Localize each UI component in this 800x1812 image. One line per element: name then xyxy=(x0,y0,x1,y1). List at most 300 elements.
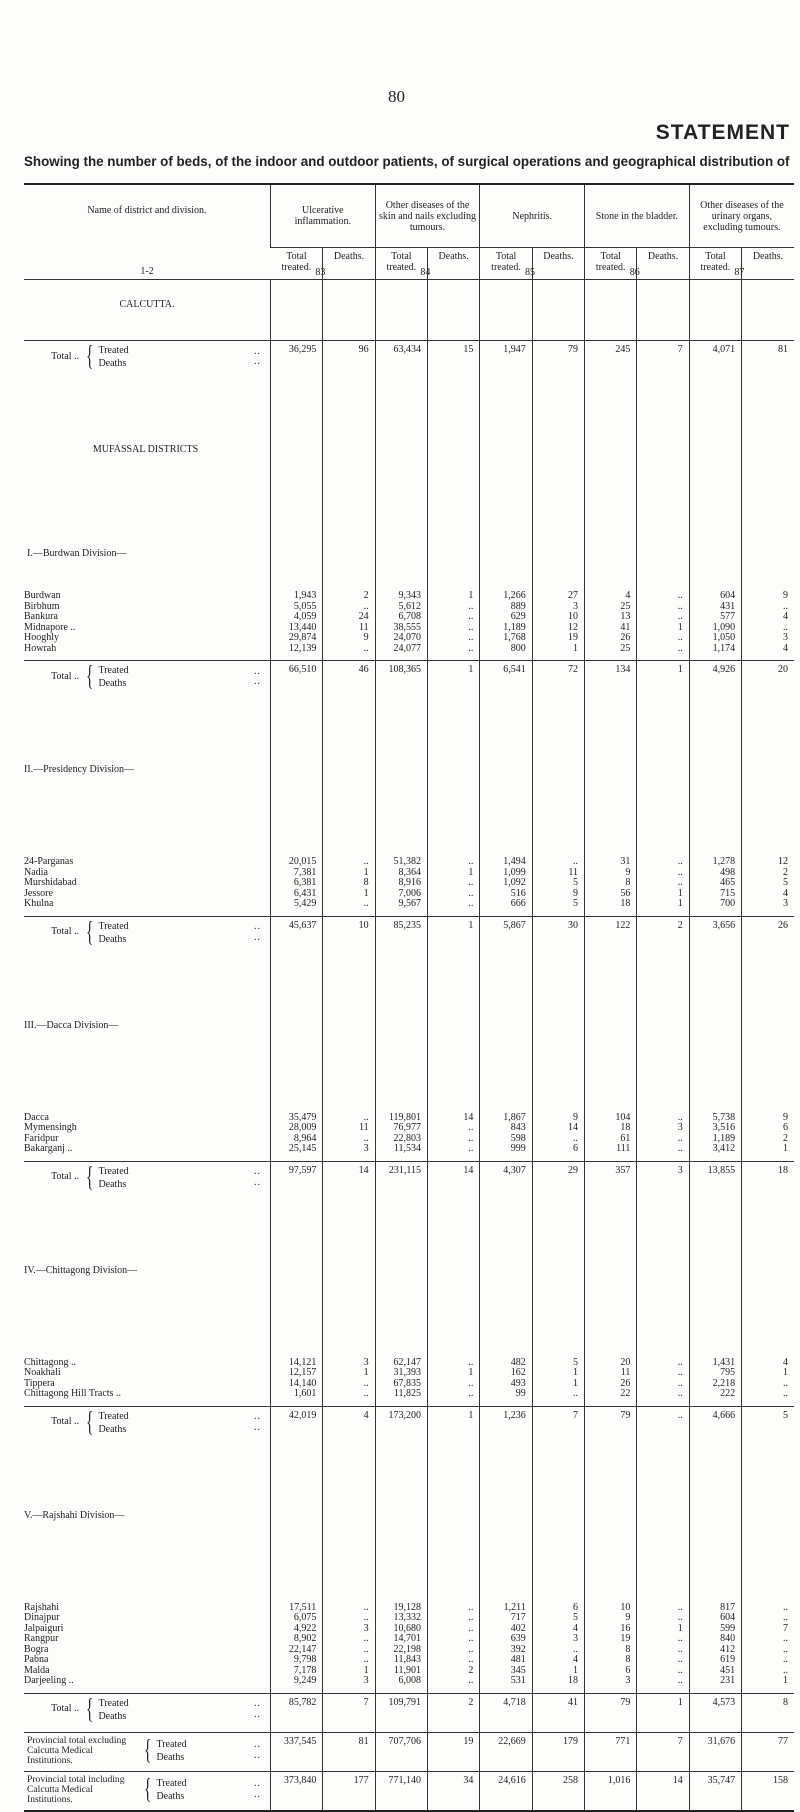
district-values: 20 11 26 22 xyxy=(585,1352,637,1407)
total-value: 134 xyxy=(585,661,637,700)
total-word: Total .. xyxy=(51,350,79,362)
total-value: 77 xyxy=(742,1732,794,1771)
district-values: 6 5 4 3 .. 4 1 18 xyxy=(532,1597,584,1694)
empty-cell xyxy=(585,531,637,585)
district-values: 119,801 76,977 22,803 11,534 xyxy=(375,1107,427,1162)
total-value: 5,867 xyxy=(480,916,532,955)
treated-deaths-pair xyxy=(98,664,128,690)
total-value: 96 xyxy=(323,341,375,380)
district-values: 35,479 28,009 8,964 25,145 xyxy=(270,1107,322,1162)
total-value: 1,016 xyxy=(585,1771,637,1811)
total-value: 29 xyxy=(532,1161,584,1200)
empty-cell xyxy=(742,699,794,851)
district-values: 1,266 889 629 1,189 1,768 800 xyxy=(480,585,532,661)
total-value: 14 xyxy=(637,1771,689,1811)
total-value: 36,295 xyxy=(270,341,322,380)
district-column-header: Name of district and division. 1-2 xyxy=(24,184,270,280)
treated-deaths-pair xyxy=(156,1777,186,1803)
division-title: I.—Burdwan Division— xyxy=(27,548,127,559)
total-label xyxy=(27,1736,267,1766)
empty-cell xyxy=(532,379,584,531)
empty-cell xyxy=(323,280,375,341)
total-value: 63,434 xyxy=(375,341,427,380)
division-title: III.—Dacca Division— xyxy=(24,1019,119,1031)
total-value: 24,616 xyxy=(480,1771,532,1811)
total-value: 771,140 xyxy=(375,1771,427,1811)
division-heading-row xyxy=(24,1200,794,1352)
empty-cell xyxy=(323,699,375,851)
deaths-label: Deaths xyxy=(98,1710,127,1722)
brace-glyph: { xyxy=(86,916,94,948)
district-rows xyxy=(24,1107,794,1162)
total-value: 1 xyxy=(637,1693,689,1732)
empty-cell xyxy=(428,955,480,1107)
empty-cell xyxy=(323,379,375,531)
total-word: Total .. xyxy=(51,926,79,938)
district-values: 9 14 .. 6 xyxy=(532,1107,584,1162)
total-label-cell xyxy=(24,1693,270,1732)
total-value: 357 xyxy=(585,1161,637,1200)
empty-cell xyxy=(532,280,584,341)
district-values: 9 .. 4 .. 3 4 xyxy=(742,585,794,661)
district-values: 817 604 599 840 412 619 451 231 xyxy=(689,1597,741,1694)
brace-glyph: { xyxy=(86,1161,94,1193)
total-value: 7 xyxy=(323,1693,375,1732)
empty-cell xyxy=(270,1445,322,1597)
empty-cell xyxy=(637,280,689,341)
district-values: .. .. 7 .. .. .. .. 1 xyxy=(742,1597,794,1694)
empty-cell xyxy=(428,1200,480,1352)
total-word: Total .. xyxy=(51,1416,79,1428)
empty-cell xyxy=(480,280,532,341)
deaths-label: Deaths xyxy=(98,1178,127,1190)
total-value: 5 xyxy=(742,1406,794,1445)
district-values: 20,015 7,381 6,381 6,431 5,429 xyxy=(270,851,322,916)
brace-glyph: { xyxy=(144,1774,152,1805)
total-value: 707,706 xyxy=(375,1732,427,1771)
empty-cell xyxy=(585,379,637,531)
total-label xyxy=(27,1775,267,1805)
empty-cell xyxy=(480,379,532,531)
header-urinary-organs: Other diseases of the urinary organs, excluding tumours. xyxy=(689,184,794,248)
total-value: 1 xyxy=(428,1406,480,1445)
total-value: 4 xyxy=(323,1406,375,1445)
empty-cell xyxy=(585,1200,637,1352)
empty-cell xyxy=(637,379,689,531)
division-total-row xyxy=(24,1406,794,1445)
empty-cell xyxy=(323,531,375,585)
leader-dots: .. .. xyxy=(253,345,261,367)
total-value: 79 xyxy=(532,341,584,380)
treated-deaths-pair xyxy=(98,344,128,370)
total-value: 10 xyxy=(323,916,375,955)
empty-cell xyxy=(323,955,375,1107)
leader-dots: .. .. xyxy=(253,1778,261,1800)
subheader-total-treated: Total treated. 84 xyxy=(375,248,427,280)
district-names: 24-Parganas Nadia Murshidabad Jessore Khulna xyxy=(24,856,77,909)
treated-label: Treated xyxy=(156,1777,187,1789)
total-value: 6,541 xyxy=(480,661,532,700)
subheader-deaths: Deaths. xyxy=(532,248,584,280)
total-label-cell xyxy=(24,1732,270,1771)
division-total-row xyxy=(24,1161,794,1200)
district-values: 1,431 795 2,218 222 xyxy=(689,1352,741,1407)
total-label xyxy=(27,1406,267,1438)
total-value: 2 xyxy=(428,1693,480,1732)
total-value: 20 xyxy=(742,661,794,700)
subheader-deaths: Deaths. xyxy=(428,248,480,280)
total-value: 13,855 xyxy=(689,1161,741,1200)
total-value: 7 xyxy=(637,1732,689,1771)
brace-glyph: { xyxy=(86,661,94,693)
total-word: Provincial total including Calcutta Medical Institutions. xyxy=(27,1773,125,1805)
page-number: 80 xyxy=(388,87,405,106)
total-value: 22,669 xyxy=(480,1732,532,1771)
total-value: 109,791 xyxy=(375,1693,427,1732)
total-value: 81 xyxy=(742,341,794,380)
empty-cell xyxy=(742,280,794,341)
total-label-cell xyxy=(24,1771,270,1811)
district-values: 1,211 717 402 639 392 481 345 531 xyxy=(480,1597,532,1694)
deaths-label: Deaths xyxy=(98,1423,127,1435)
district-values: 1,867 843 598 999 xyxy=(480,1107,532,1162)
empty-cell xyxy=(375,1200,427,1352)
treated-label: Treated xyxy=(98,1410,129,1422)
district-values: .. 1 .. .. .. xyxy=(428,851,480,916)
district-values: .. 1 8 1 .. xyxy=(323,851,375,916)
district-values: .. .. .. .. .. .. 2 .. xyxy=(428,1597,480,1694)
district-values: .. 1 .. .. xyxy=(428,1352,480,1407)
division-heading-row xyxy=(24,699,794,851)
statistics-table xyxy=(24,183,794,1812)
total-value: 4,071 xyxy=(689,341,741,380)
division-title: II.—Presidency Division— xyxy=(24,764,134,775)
total-value: 79 xyxy=(585,1406,637,1445)
district-values: .. 11 5 9 5 xyxy=(532,851,584,916)
total-value: .. xyxy=(637,1406,689,1445)
empty-cell xyxy=(480,955,532,1107)
total-value: 4,926 xyxy=(689,661,741,700)
district-values: 482 162 493 99 xyxy=(480,1352,532,1407)
total-value: 1,236 xyxy=(480,1406,532,1445)
empty-cell xyxy=(742,379,794,531)
treated-deaths-pair xyxy=(156,1738,186,1764)
header-nephritis: Nephritis. xyxy=(480,184,585,248)
calcutta-heading-row xyxy=(24,280,794,341)
empty-cell xyxy=(375,1445,427,1597)
empty-cell xyxy=(585,699,637,851)
empty-cell xyxy=(585,1445,637,1597)
total-label-cell xyxy=(24,1161,270,1200)
empty-cell xyxy=(689,1200,741,1352)
leader-dots: .. .. xyxy=(253,665,261,687)
subheader-deaths: Deaths. xyxy=(637,248,689,280)
subheader-deaths: Deaths. xyxy=(323,248,375,280)
empty-cell xyxy=(637,531,689,585)
total-value: 46 xyxy=(323,661,375,700)
mufassal-heading-row xyxy=(24,379,794,531)
empty-cell xyxy=(637,955,689,1107)
header-stone-bladder: Stone in the bladder. xyxy=(585,184,690,248)
district-values: 3 1 .. .. xyxy=(323,1352,375,1407)
total-value: 97,597 xyxy=(270,1161,322,1200)
treated-deaths-pair xyxy=(98,920,128,946)
district-values: 17,511 6,075 4,922 8,902 22,147 9,798 7,178 9,249 xyxy=(270,1597,322,1694)
district-values: 1,943 5,055 4,059 13,440 29,874 12,139 xyxy=(270,585,322,661)
empty-cell xyxy=(532,1445,584,1597)
total-label-cell xyxy=(24,341,270,380)
total-value: 35,747 xyxy=(689,1771,741,1811)
total-value: 258 xyxy=(532,1771,584,1811)
total-label xyxy=(27,1693,267,1725)
district-rows xyxy=(24,1597,794,1694)
total-value: 26 xyxy=(742,916,794,955)
total-value: 8 xyxy=(742,1693,794,1732)
district-values: 2 .. 24 11 9 .. xyxy=(323,585,375,661)
empty-cell xyxy=(375,531,427,585)
section-title: MUFASSAL DISTRICTS xyxy=(92,444,199,455)
district-values: .. .. .. .. xyxy=(637,1352,689,1407)
brace-glyph: { xyxy=(144,1735,152,1766)
treated-deaths-pair xyxy=(98,1410,128,1436)
empty-cell xyxy=(270,379,322,531)
calcutta-total-row xyxy=(24,341,794,380)
total-value: 373,840 xyxy=(270,1771,322,1811)
total-value: 231,115 xyxy=(375,1161,427,1200)
empty-cell xyxy=(428,379,480,531)
total-value: 3,656 xyxy=(689,916,741,955)
empty-cell xyxy=(270,531,322,585)
empty-cell xyxy=(532,699,584,851)
brace-glyph: { xyxy=(86,1693,94,1725)
leader-dots: .. .. xyxy=(253,1166,261,1188)
total-value: 4,573 xyxy=(689,1693,741,1732)
empty-cell xyxy=(323,1445,375,1597)
district-rows xyxy=(24,1352,794,1407)
district-values: 12 2 5 4 3 xyxy=(742,851,794,916)
district-values: .. .. .. 1 .. .. xyxy=(637,585,689,661)
district-values: 31 9 8 56 18 xyxy=(585,851,637,916)
division-heading-row xyxy=(24,1445,794,1597)
subheader-total-treated: Total treated. 85 xyxy=(480,248,532,280)
empty-cell xyxy=(480,1445,532,1597)
total-value: 42,019 xyxy=(270,1406,322,1445)
total-value: 245 xyxy=(585,341,637,380)
leader-dots: .. .. xyxy=(253,1698,261,1720)
empty-cell xyxy=(689,531,741,585)
total-value: 771 xyxy=(585,1732,637,1771)
empty-cell xyxy=(637,699,689,851)
total-word: Total .. xyxy=(51,670,79,682)
empty-cell xyxy=(742,531,794,585)
division-total-row xyxy=(24,661,794,700)
division-total-row xyxy=(24,1693,794,1732)
total-value: 41 xyxy=(532,1693,584,1732)
division-title: V.—Rajshahi Division— xyxy=(24,1509,125,1521)
district-values: 1 .. .. .. .. .. xyxy=(428,585,480,661)
empty-cell xyxy=(585,280,637,341)
total-value: 85,235 xyxy=(375,916,427,955)
total-label-cell xyxy=(24,661,270,700)
subheader-total-treated: Total treated. 87 xyxy=(689,248,741,280)
empty-cell xyxy=(742,1200,794,1352)
district-names: Dacca Mymensingh Faridpur Bakarganj .. xyxy=(24,1111,77,1154)
total-value: 3 xyxy=(637,1161,689,1200)
treated-label: Treated xyxy=(98,665,129,676)
header-skin-diseases: Other diseases of the skin and nails excluding tumours. xyxy=(375,184,480,248)
statement-subheading: Showing the number of beds, of the indoor and outdoor patients, of surgical operations and geographical distribution of xyxy=(24,154,790,169)
total-label-cell xyxy=(24,1406,270,1445)
district-values: .. 3 .. .. xyxy=(637,1107,689,1162)
empty-cell xyxy=(689,699,741,851)
district-values: 27 3 10 12 19 1 xyxy=(532,585,584,661)
treated-deaths-pair xyxy=(98,1697,128,1723)
district-values: 9,343 5,612 6,708 38,555 24,070 24,077 xyxy=(375,585,427,661)
deaths-label: Deaths xyxy=(98,358,127,369)
division-heading-row xyxy=(24,531,794,585)
district-values: .. .. 1 .. .. .. .. .. xyxy=(637,1597,689,1694)
total-value: 4,718 xyxy=(480,1693,532,1732)
district-names: Rajshahi Dinajpur Jalpaiguri Rangpur Bogra Pabna Malda Darjeeling .. xyxy=(24,1601,74,1686)
deaths-label: Deaths xyxy=(98,933,127,945)
total-value: 4,666 xyxy=(689,1406,741,1445)
empty-cell xyxy=(532,1200,584,1352)
provincial-incl-total-row xyxy=(24,1771,794,1811)
total-value: 122 xyxy=(585,916,637,955)
total-value: 14 xyxy=(323,1161,375,1200)
section-title: CALCUTTA. xyxy=(119,299,175,310)
deaths-label: Deaths xyxy=(156,1751,185,1763)
empty-cell xyxy=(428,280,480,341)
total-value: 19 xyxy=(428,1732,480,1771)
total-value: 337,545 xyxy=(270,1732,322,1771)
district-values: .. .. 3 .. .. .. 1 3 xyxy=(323,1597,375,1694)
empty-cell xyxy=(428,699,480,851)
leader-dots: .. .. xyxy=(253,1739,261,1761)
total-value: 173,200 xyxy=(375,1406,427,1445)
total-value: 14 xyxy=(428,1161,480,1200)
division-total-row xyxy=(24,916,794,955)
total-value: 72 xyxy=(532,661,584,700)
brace-glyph: { xyxy=(86,1406,94,1438)
treated-label: Treated xyxy=(98,1165,129,1177)
empty-cell xyxy=(585,955,637,1107)
district-values: .. 11 .. 3 xyxy=(323,1107,375,1162)
empty-cell xyxy=(375,699,427,851)
total-value: 79 xyxy=(585,1693,637,1732)
empty-cell xyxy=(689,1445,741,1597)
district-values: 5,738 3,516 1,189 3,412 xyxy=(689,1107,741,1162)
total-value: 30 xyxy=(532,916,584,955)
treated-label: Treated xyxy=(98,920,129,932)
total-value: 1,947 xyxy=(480,341,532,380)
empty-cell xyxy=(375,379,427,531)
total-value: 7 xyxy=(532,1406,584,1445)
district-values: 1,494 1,099 1,092 516 666 xyxy=(480,851,532,916)
total-value: 158 xyxy=(742,1771,794,1811)
total-value: 45,637 xyxy=(270,916,322,955)
leader-dots: .. .. xyxy=(253,1411,261,1433)
total-word: Total .. xyxy=(51,1171,79,1183)
district-rows xyxy=(24,585,794,661)
empty-cell xyxy=(270,280,322,341)
total-value: 1 xyxy=(637,661,689,700)
treated-label: Treated xyxy=(98,1697,129,1709)
total-label xyxy=(27,661,267,693)
district-values: .. .. .. 1 1 xyxy=(637,851,689,916)
subheader-total-treated: Total treated. 86 xyxy=(585,248,637,280)
empty-cell xyxy=(742,1445,794,1597)
district-values: 5 1 1 .. xyxy=(532,1352,584,1407)
total-value: 177 xyxy=(323,1771,375,1811)
total-value: 108,365 xyxy=(375,661,427,700)
leader-dots: .. .. xyxy=(253,921,261,943)
empty-cell xyxy=(270,1200,322,1352)
division-title: IV.—Chittagong Division— xyxy=(24,1264,138,1276)
district-values: 604 431 577 1,090 1,050 1,174 xyxy=(689,585,741,661)
total-value: 179 xyxy=(532,1732,584,1771)
deaths-label: Deaths xyxy=(156,1790,185,1802)
total-value: 1 xyxy=(428,916,480,955)
total-value: 1 xyxy=(428,661,480,700)
district-values: 62,147 31,393 67,835 11,825 xyxy=(375,1352,427,1407)
total-label-cell xyxy=(24,916,270,955)
total-label xyxy=(27,916,267,948)
total-value: 34 xyxy=(428,1771,480,1811)
empty-cell xyxy=(323,1200,375,1352)
empty-cell xyxy=(637,1445,689,1597)
empty-cell xyxy=(428,1445,480,1597)
total-value: 2 xyxy=(637,916,689,955)
total-label xyxy=(27,341,267,373)
deaths-label: Deaths xyxy=(98,678,127,689)
total-word: Provincial total excluding Calcutta Medical Institutions. xyxy=(27,1734,127,1766)
total-value: 18 xyxy=(742,1161,794,1200)
total-value: 81 xyxy=(323,1732,375,1771)
treated-deaths-pair xyxy=(98,1165,128,1191)
empty-cell xyxy=(428,531,480,585)
total-word: Total .. xyxy=(51,1703,79,1715)
empty-cell xyxy=(480,1200,532,1352)
empty-cell xyxy=(480,699,532,851)
district-values: 1,278 498 465 715 700 xyxy=(689,851,741,916)
district-values: 4 25 13 41 26 25 xyxy=(585,585,637,661)
empty-cell xyxy=(375,955,427,1107)
empty-cell xyxy=(689,955,741,1107)
subheader-deaths: Deaths. xyxy=(742,248,794,280)
treated-label: Treated xyxy=(98,345,129,356)
division-heading-row xyxy=(24,955,794,1107)
empty-cell xyxy=(532,955,584,1107)
empty-cell xyxy=(270,699,322,851)
brace-glyph: { xyxy=(86,341,94,373)
total-value: 66,510 xyxy=(270,661,322,700)
treated-label: Treated xyxy=(156,1738,187,1750)
district-values: 10 9 16 19 8 8 6 3 xyxy=(585,1597,637,1694)
subheader-total-treated: Total treated. 83 xyxy=(270,248,322,280)
district-values: 9 6 2 1 xyxy=(742,1107,794,1162)
district-values: 51,382 8,364 8,916 7,006 9,567 xyxy=(375,851,427,916)
district-values: 104 18 61 111 xyxy=(585,1107,637,1162)
empty-cell xyxy=(689,379,741,531)
empty-cell xyxy=(375,280,427,341)
empty-cell xyxy=(532,531,584,585)
empty-cell xyxy=(742,955,794,1107)
empty-cell xyxy=(480,531,532,585)
provincial-excl-total-row xyxy=(24,1732,794,1771)
district-values: 19,128 13,332 10,680 14,701 22,198 11,843 11,901 6,008 xyxy=(375,1597,427,1694)
total-value: 4,307 xyxy=(480,1161,532,1200)
